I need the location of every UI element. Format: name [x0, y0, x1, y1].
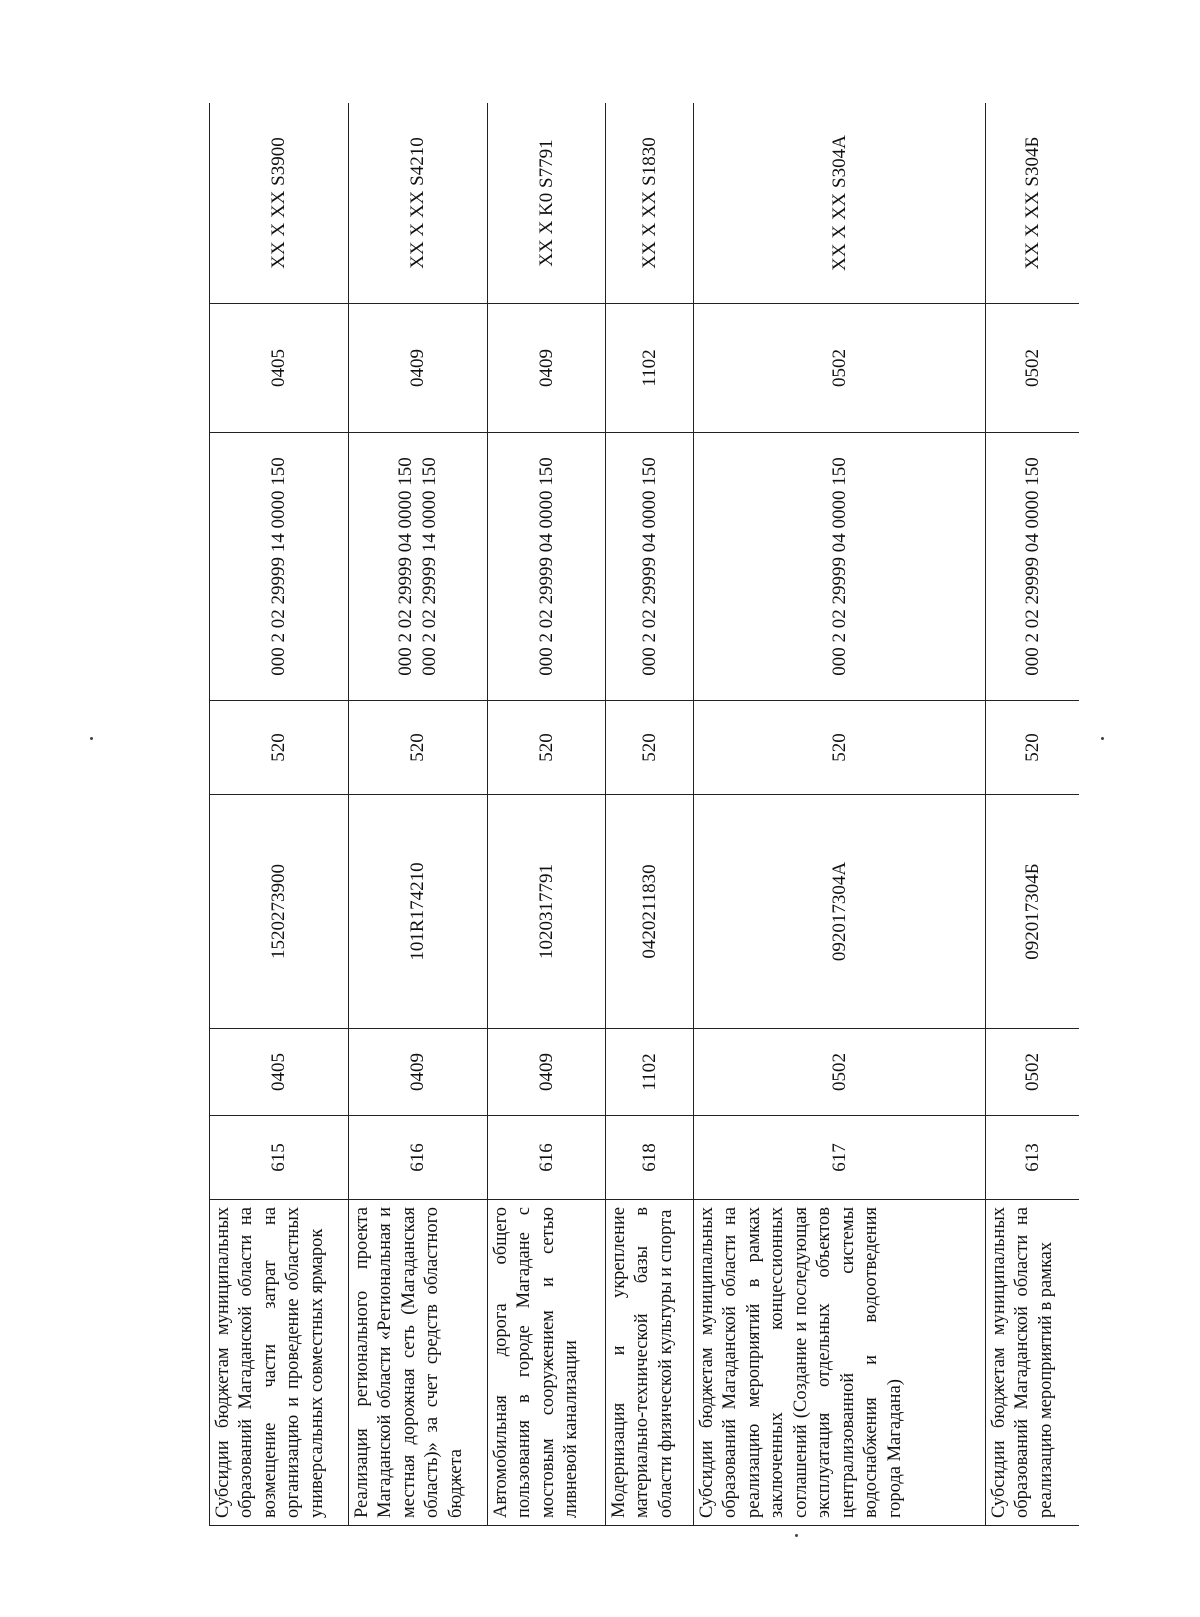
table-row	[210, 103, 349, 1526]
revenue-code-cell	[606, 433, 694, 701]
table-row	[986, 103, 1080, 1526]
target-article-cell: 1020317791	[488, 795, 606, 1029]
expense-type-cell: 520	[349, 701, 488, 795]
table-row	[606, 103, 694, 1526]
table-row	[349, 103, 488, 1526]
expense-type-cell: 520	[694, 701, 986, 795]
municipal-target-code-cell: XX X K0 S7791	[488, 103, 606, 304]
revenue-code-cell	[349, 433, 488, 701]
table-row	[694, 103, 986, 1526]
revenue-code-line: 000 2 02 29999 14 0000 150	[268, 457, 290, 676]
municipal-target-code-cell: XX X XX S3900	[210, 103, 349, 304]
grbs-code-cell: 616	[349, 1116, 488, 1200]
municipal-section-code-cell: 0502	[694, 304, 986, 433]
municipal-section-code-cell: 1102	[606, 304, 694, 433]
municipal-section-code-cell: 0409	[488, 304, 606, 433]
expense-type-cell: 520	[210, 701, 349, 795]
scan-speck	[1101, 737, 1104, 740]
revenue-code-cell	[488, 433, 606, 701]
municipal-target-code-cell: XX X XX S4210	[349, 103, 488, 304]
section-code-cell: 0409	[349, 1029, 488, 1116]
municipal-target-code-cell: XX X XX S304Б	[986, 103, 1080, 304]
subsidy-name-cell: Субсидии бюджетам муниципальных образований Магаданской области на возмещение части затрат на организацию и проведение областных универсальных совместных ярмарок	[210, 1200, 349, 1526]
expense-type-cell: 520	[488, 701, 606, 795]
revenue-code-line: 000 2 02 29999 04 0000 150	[638, 457, 660, 676]
grbs-code-cell: 618	[606, 1116, 694, 1200]
municipal-section-code-cell: 0409	[349, 304, 488, 433]
municipal-section-code-cell: 0502	[986, 304, 1080, 433]
subsidy-name-cell: Автомобильная дорога общего пользования в городе Магадане с мостовым сооружением и сетью ливневой канализации	[488, 1200, 606, 1526]
municipal-target-code-cell: XX X XX S304А	[694, 103, 986, 304]
rotated-table-content	[209, 103, 1079, 1526]
rotated-table-viewport	[209, 103, 1079, 1526]
table-row	[488, 103, 606, 1526]
revenue-code-line: 000 2 02 29999 14 0000 150	[419, 457, 440, 676]
section-code-cell: 0502	[986, 1029, 1080, 1116]
revenue-code-line: 000 2 02 29999 04 0000 150	[828, 457, 850, 676]
expense-type-cell: 520	[606, 701, 694, 795]
grbs-code-cell: 613	[986, 1116, 1080, 1200]
subsidy-name-cell: Реализация регионального проекта Магаданской области «Региональная и местная дорожная сеть (Магаданская область)» за счет средств областного бюджета	[349, 1200, 488, 1526]
target-article-cell: 1520273900	[210, 795, 349, 1029]
section-code-cell: 0502	[694, 1029, 986, 1116]
revenue-code-line: 000 2 02 29999 04 0000 150	[535, 457, 557, 676]
target-article-cell: 0420211830	[606, 795, 694, 1029]
expense-type-cell: 520	[986, 701, 1080, 795]
section-code-cell: 0409	[488, 1029, 606, 1116]
scan-speck	[795, 1534, 798, 1537]
target-article-cell: 092017304А	[694, 795, 986, 1029]
section-code-cell: 1102	[606, 1029, 694, 1116]
grbs-code-cell: 616	[488, 1116, 606, 1200]
revenue-code-cell	[694, 433, 986, 701]
target-article-cell: 101R174210	[349, 795, 488, 1029]
municipal-section-code-cell: 0405	[210, 304, 349, 433]
target-article-cell: 092017304Б	[986, 795, 1080, 1029]
subsidy-name-cell: Модернизация и укрепление материально-технической базы в области физической культуры и спорта	[606, 1200, 694, 1526]
grbs-code-cell: 615	[210, 1116, 349, 1200]
budget-classification-table	[209, 103, 1079, 1526]
revenue-code-cell	[210, 433, 349, 701]
municipal-target-code-cell: XX X XX S1830	[606, 103, 694, 304]
subsidy-name-cell: Субсидии бюджетам муниципальных образований Магаданской области на реализацию мероприятий в рамках заключенных концессионных соглашений (Создание и последующая эксплуатация отдельных объектов централизованной системы водоснабжения и водоотведения города Магадана)	[694, 1200, 986, 1526]
revenue-code-line: 000 2 02 29999 04 0000 150	[395, 457, 417, 676]
scan-speck	[90, 737, 93, 740]
revenue-code-line: 000 2 02 29999 04 0000 150	[1021, 457, 1043, 676]
grbs-code-cell: 617	[694, 1116, 986, 1200]
revenue-code-cell	[986, 433, 1080, 701]
subsidy-name-cell: Субсидии бюджетам муниципальных образований Магаданской области на реализацию мероприятий в рамках	[986, 1200, 1080, 1526]
section-code-cell: 0405	[210, 1029, 349, 1116]
